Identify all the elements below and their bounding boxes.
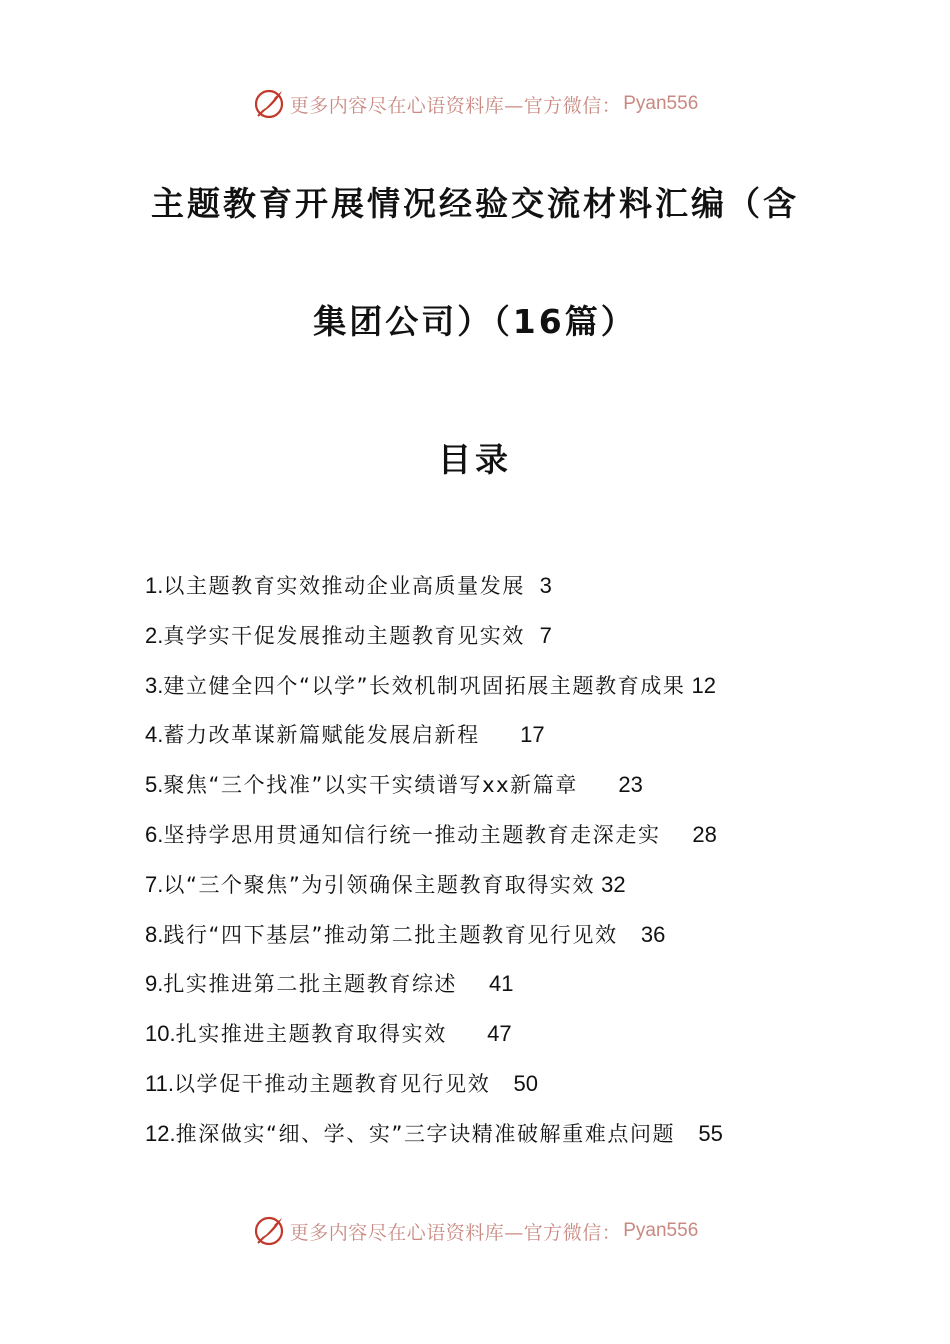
watermark-text: 更多内容尽在心语资料库—官方微信： bbox=[289, 1221, 622, 1244]
watermark-header bbox=[0, 84, 950, 124]
toc-entry[interactable] bbox=[145, 1014, 845, 1064]
toc-entry[interactable] bbox=[145, 715, 845, 765]
toc-entry-title: 真学实干促发展推动主题教育见实效 bbox=[163, 623, 525, 648]
table-of-contents bbox=[145, 566, 845, 1164]
toc-entry[interactable] bbox=[145, 765, 845, 815]
toc-entry-number: 7. bbox=[145, 871, 164, 897]
toc-entry-title: 以学促干推动主题教育见行见效 bbox=[173, 1071, 491, 1096]
toc-entry-page: 28 bbox=[692, 821, 717, 847]
watermark-footer bbox=[0, 1211, 950, 1251]
toc-entry-page: 41 bbox=[488, 971, 514, 997]
toc-entry-number: 9. bbox=[145, 971, 164, 997]
toc-entry[interactable] bbox=[145, 566, 845, 616]
toc-entry[interactable] bbox=[145, 865, 845, 915]
toc-entry-number: 6. bbox=[145, 821, 164, 847]
toc-entry-title: 推深做实“细、学、实”三字诀精准破解重难点问题 bbox=[175, 1121, 676, 1146]
toc-entry[interactable] bbox=[145, 666, 845, 716]
toc-heading: 目录 bbox=[438, 440, 512, 479]
toc-entry-title: 建立健全四个“以学”长效机制巩固拓展主题教育成果 bbox=[163, 673, 686, 698]
toc-entry[interactable] bbox=[145, 964, 845, 1014]
toc-entry-number: 3. bbox=[145, 672, 164, 698]
toc-entry-page: 3 bbox=[539, 573, 552, 598]
toc-entry-title: 扎实推进主题教育取得实效 bbox=[175, 1022, 447, 1047]
toc-entry-page: 23 bbox=[618, 772, 643, 798]
document-title-line-1: 主题教育开展情况经验交流材料汇编（含 bbox=[151, 184, 799, 223]
toc-entry-number: 12. bbox=[145, 1120, 176, 1146]
toc-entry[interactable] bbox=[145, 1114, 845, 1164]
toc-entry-page: 17 bbox=[520, 722, 545, 748]
toc-entry-title: 扎实推进第二批主题教育综述 bbox=[163, 972, 458, 997]
document-title-line-2: 集团公司）（16篇） bbox=[313, 302, 637, 341]
toc-entry-page: 50 bbox=[513, 1070, 539, 1096]
quill-pen-logo-icon bbox=[252, 87, 286, 121]
toc-entry-page: 7 bbox=[539, 622, 552, 648]
watermark-text: 更多内容尽在心语资料库—官方微信： bbox=[289, 94, 622, 117]
quill-pen-logo-icon bbox=[252, 1214, 286, 1248]
toc-entry-page: 55 bbox=[698, 1120, 723, 1146]
toc-entry-number: 2. bbox=[145, 622, 164, 648]
toc-entry[interactable] bbox=[145, 1064, 845, 1114]
toc-entry-number: 11. bbox=[145, 1070, 174, 1096]
toc-entry-title: 以“三个聚焦”为引领确保主题教育取得实效 bbox=[163, 872, 596, 897]
toc-entry-title: 践行“四下基层”推动第二批主题教育见行见效 bbox=[163, 922, 618, 947]
watermark-wechat-id: Pyan556 bbox=[623, 93, 699, 114]
toc-entry[interactable] bbox=[145, 616, 845, 666]
toc-entry-page: 12 bbox=[691, 672, 717, 698]
toc-entry-number: 8. bbox=[145, 921, 164, 947]
toc-entry-title: 蓄力改革谋新篇赋能发展启新程 bbox=[163, 723, 480, 748]
toc-entry-number: 10. bbox=[145, 1021, 176, 1047]
toc-entry-number: 5. bbox=[145, 772, 164, 798]
toc-entry-title: 聚焦“三个找准”以实干实绩谱写xx新篇章 bbox=[163, 773, 578, 798]
toc-entry-number: 4. bbox=[145, 722, 164, 748]
toc-entry-page: 32 bbox=[601, 871, 626, 897]
toc-entry[interactable] bbox=[145, 915, 845, 965]
toc-entry-title: 以主题教育实效推动企业高质量发展 bbox=[163, 574, 525, 598]
toc-entry-title: 坚持学思用贯通知信行统一推动主题教育走深走实 bbox=[163, 822, 661, 847]
toc-entry-number: 1. bbox=[145, 573, 164, 598]
watermark-wechat-id: Pyan556 bbox=[623, 1220, 699, 1241]
toc-entry-page: 47 bbox=[487, 1021, 512, 1047]
toc-entry-page: 36 bbox=[640, 921, 666, 947]
toc-entry[interactable] bbox=[145, 815, 845, 865]
